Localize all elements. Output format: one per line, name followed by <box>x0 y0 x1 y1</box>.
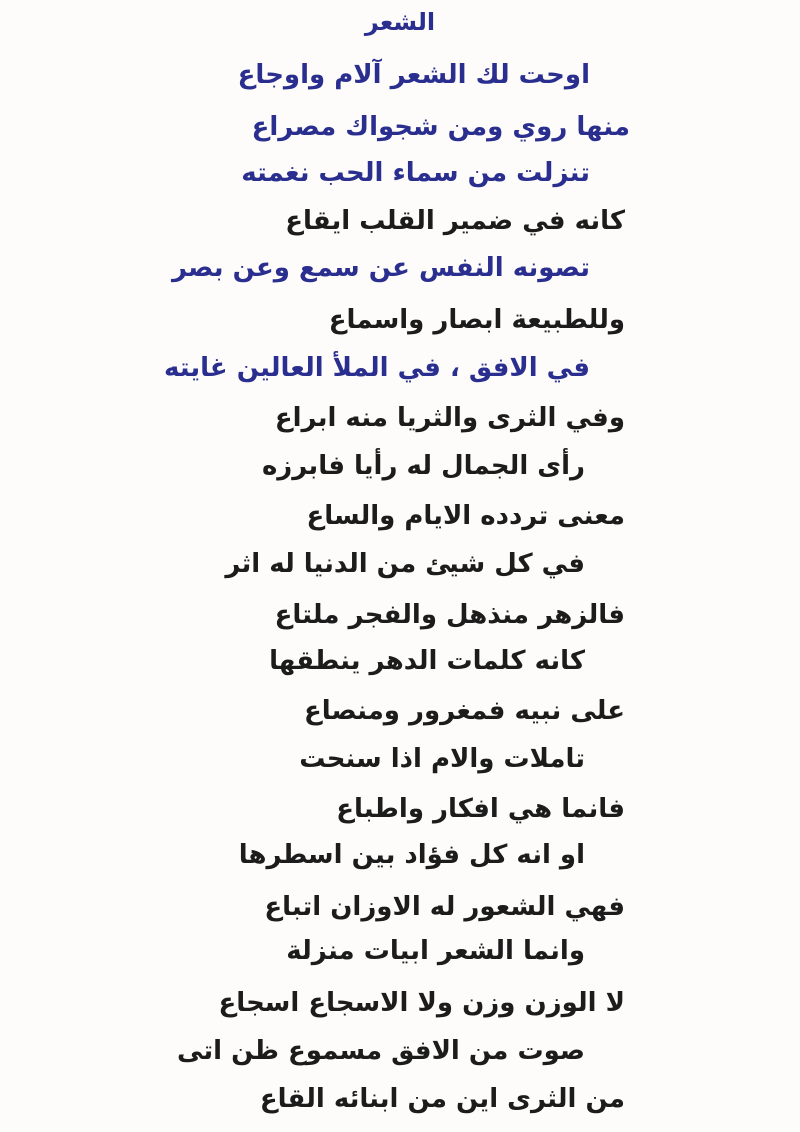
verse-line-17: او انه كل فؤاد بين اسطرها <box>238 840 585 870</box>
poem-title: الشعر <box>364 8 436 36</box>
verse-line-21: صوت من الافق مسموع ظن اتى <box>177 1036 585 1066</box>
verse-line-1: اوحت لك الشعر آلام واوجاع <box>237 60 590 90</box>
verse-line-16: فانما هي افكار واطباع <box>336 794 625 824</box>
verse-line-3: تنزلت من سماء الحب نغمته <box>241 158 590 188</box>
verse-line-2: منها روي ومن شجواك مصراع <box>251 112 630 142</box>
verse-line-13: كانه كلمات الدهر ينطقها <box>269 646 585 676</box>
verse-line-8: وفي الثرى والثريا منه ابراع <box>274 403 625 433</box>
verse-line-15: تاملات والام اذا سنحت <box>299 744 585 774</box>
verse-line-7: في الافق ، في الملأ العالين غايته <box>164 353 590 383</box>
verse-line-5: تصونه النفس عن سمع وعن بصر <box>171 253 590 283</box>
verse-line-18: فهي الشعور له الاوزان اتباع <box>264 892 625 922</box>
verse-line-12: فالزهر منذهل والفجر ملتاع <box>274 600 625 630</box>
verse-line-11: في كل شيئ من الدنيا له اثر <box>225 549 585 579</box>
verse-line-20: لا الوزن وزن ولا الاسجاع اسجاع <box>218 988 625 1018</box>
verse-line-6: وللطبيعة ابصار واسماع <box>328 305 625 335</box>
verse-line-9: رأى الجمال له رأيا فابرزه <box>261 451 585 481</box>
verse-line-22: من الثرى اين من ابنائه القاع <box>259 1084 625 1114</box>
verse-line-14: على نبيه فمغرور ومنصاع <box>303 696 625 726</box>
verse-line-10: معنى تردده الايام والساع <box>306 501 625 531</box>
verse-line-4: كانه في ضمير القلب ايقاع <box>285 206 625 236</box>
verse-line-19: وانما الشعر ابيات منزلة <box>286 936 585 966</box>
